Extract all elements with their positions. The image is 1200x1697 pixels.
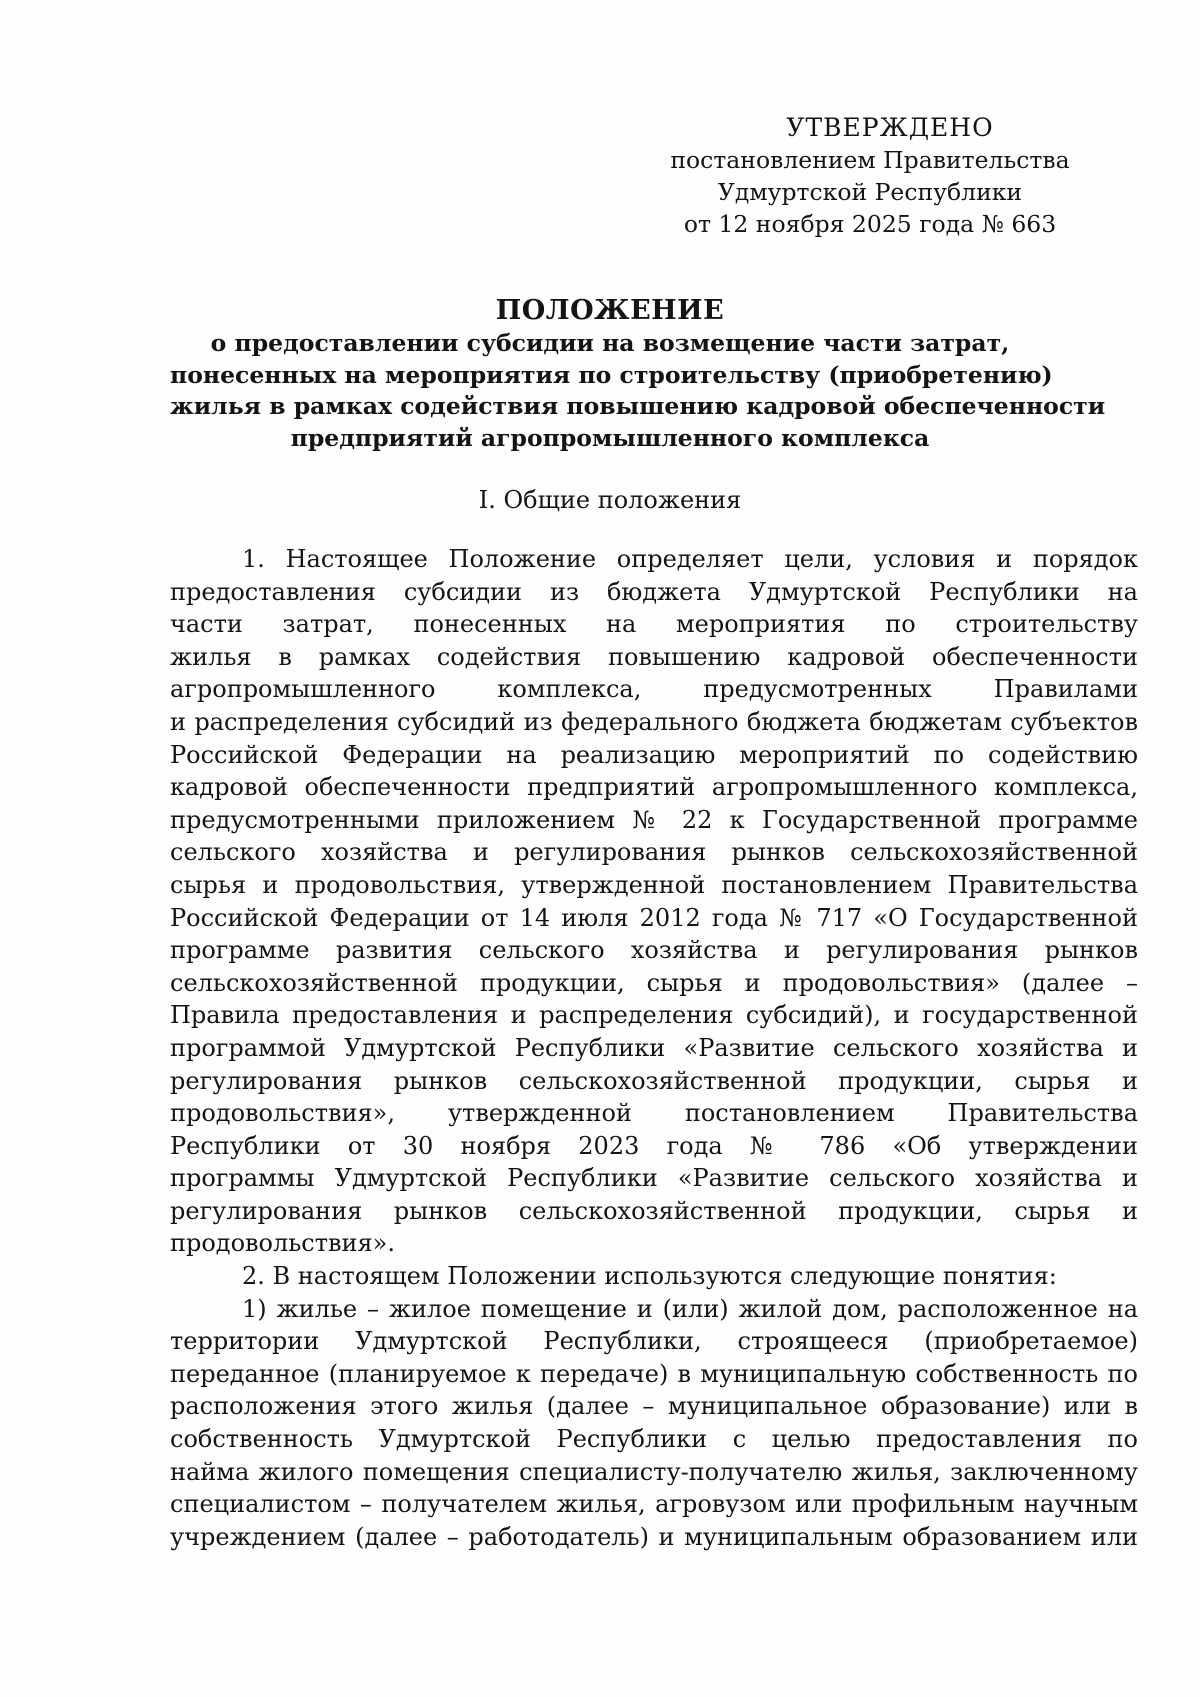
- body-line: предусмотренными приложением № 22 к Государственной программе: [170, 805, 1138, 834]
- body-line: Республики от 30 ноября 2023 года № 786 «Об утверждении: [170, 1131, 1138, 1160]
- body-line: кадровой обеспеченности предприятий агропромышленного комплекса,: [170, 773, 1138, 802]
- body-line: регулирования рынков сельскохозяйственной продукции, сырья и: [170, 1196, 1138, 1225]
- body-text: [170, 543, 1138, 1553]
- body-line: собственность Удмуртской Республики с целью предоставления по: [170, 1425, 1138, 1454]
- body-line: агропромышленного комплекса, предусмотренных Правилами: [170, 675, 1138, 704]
- body-line: продовольствия», утвержденной постановлением Правительства: [170, 1099, 1138, 1128]
- document-title: ПОЛОЖЕНИЕ: [495, 295, 725, 326]
- body-line: части затрат, понесенных на мероприятия по строительству: [170, 610, 1138, 639]
- body-line: учреждением (далее – работодатель) и муниципальным образованием или: [170, 1522, 1138, 1551]
- body-line: жилья в рамках содействия повышению кадровой обеспеченности: [170, 642, 1138, 671]
- body-line: 1) жилье – жилое помещение и (или) жилой дом, расположенное на: [242, 1294, 1138, 1323]
- body-line: специалистом – получателем жилья, агровузом или профильным научным: [170, 1490, 1138, 1519]
- body-line: программой Удмуртской Республики «Развитие сельского хозяйства и: [170, 1033, 1138, 1062]
- body-line: сырья и продовольствия, утвержденной постановлением Правительства: [170, 870, 1138, 899]
- body-line: программы Удмуртской Республики «Развитие сельского хозяйства и: [170, 1164, 1138, 1193]
- body-line: найма жилого помещения специалисту-получателю жилья, заключенному: [170, 1457, 1138, 1486]
- body-line: Правила предоставления и распределения субсидий), и государственной: [170, 1001, 1138, 1030]
- body-line: сельского хозяйства и регулирования рынков сельскохозяйственной: [170, 838, 1138, 867]
- body-line: продовольствия».: [170, 1229, 395, 1258]
- body-line: сельскохозяйственной продукции, сырья и продовольствия» (далее –: [170, 968, 1138, 997]
- approval-heading: УТВЕРЖДЕНО: [786, 113, 994, 142]
- approval-line: постановлением Правительства: [670, 146, 1070, 174]
- document-subtitle-line: понесенных на мероприятия по строительству (приобретению): [170, 360, 1053, 389]
- document-subtitle-line: предприятий агропромышленного комплекса: [290, 423, 930, 452]
- body-line: предоставления субсидии из бюджета Удмуртской Республики на: [170, 577, 1138, 606]
- approval-stamp: [660, 112, 1080, 240]
- body-line: Российской Федерации на реализацию мероприятий по содействию: [170, 740, 1138, 769]
- body-line: 2. В настоящем Положении используются следующие понятия:: [242, 1262, 1057, 1291]
- body-line: территории Удмуртской Республики, строящееся (приобретаемое): [170, 1327, 1138, 1356]
- body-line: переданное (планируемое к передаче) в муниципальную собственность по: [170, 1359, 1138, 1388]
- document-subtitle-line: о предоставлении субсидии на возмещение части затрат,: [210, 329, 1010, 357]
- body-line: программе развития сельского хозяйства и регулирования рынков: [170, 936, 1138, 965]
- body-line: Российской Федерации от 14 июля 2012 года № 717 «О Государственной: [170, 903, 1138, 932]
- body-line: 1. Настоящее Положение определяет цели, условия и порядок: [242, 545, 1138, 573]
- body-line: расположения этого жилья (далее – муниципальное образование) или в: [170, 1392, 1138, 1421]
- approval-date-number: от 12 ноября 2025 года № 663: [683, 210, 1057, 238]
- document-title-block: [170, 294, 1106, 454]
- section-heading: I. Общие положения: [478, 486, 742, 514]
- body-line: и распределения субсидий из федерального бюджета бюджетам субъектов: [170, 707, 1138, 736]
- approval-line: Удмуртской Республики: [717, 178, 1023, 206]
- document-subtitle-line: жилья в рамках содействия повышению кадровой обеспеченности: [170, 392, 1106, 420]
- body-line: регулирования рынков сельскохозяйственной продукции, сырья и: [170, 1066, 1138, 1095]
